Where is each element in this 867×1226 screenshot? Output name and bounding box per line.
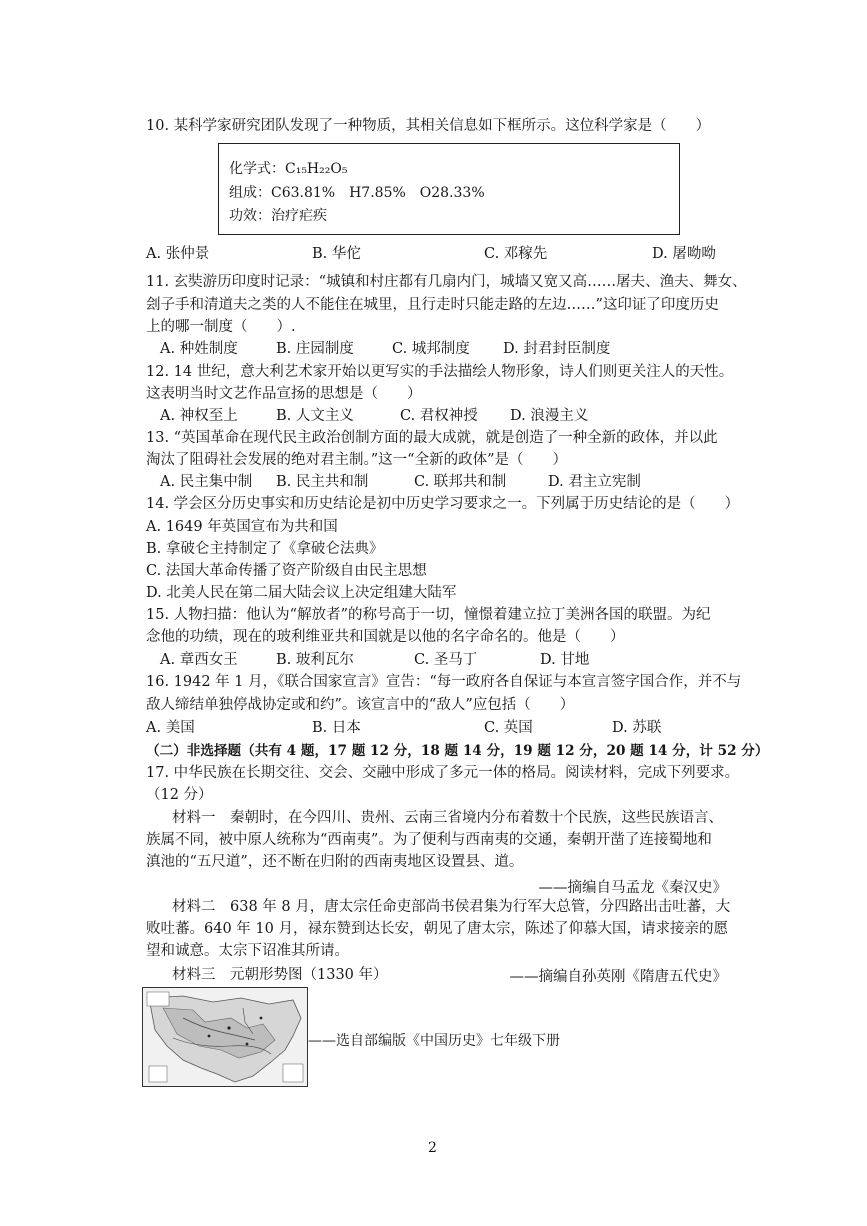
q14-option-a: A. 1649 年英国宣布为共和国 — [146, 519, 338, 535]
material-3-title: 材料三 元朝形势图（1330 年） — [172, 967, 388, 983]
q14-stem: 14. 学会区分历史事实和历史结论是初中历史学习要求之一。下列属于历史结论的是（ ） — [146, 496, 740, 512]
q17-line-1: 17. 中华民族在长期交往、交会、交融中形成了多元一体的格局。阅读材料，完成下列要求。 — [146, 765, 740, 781]
q15-line-1: 15. 人物扫描：他认为“解放者”的称号高于一切，憧憬着建立拉丁美洲各国的联盟。为纪 — [146, 607, 711, 623]
q16-option-c: C. 英国 — [484, 720, 533, 736]
page-number: 2 — [428, 1140, 437, 1156]
q13-line-2: 淘汰了阻碍社会发展的绝对君主制。”这一“全新的政体”是（ ） — [146, 452, 567, 468]
q14-option-b: B. 拿破仑主持制定了《拿破仑法典》 — [146, 541, 384, 557]
q13-option-a: A. 民主集中制 — [160, 474, 253, 490]
material-2-line-3: 望和诚意。太宗下诏准其所请。 — [146, 943, 349, 959]
q10-formula: 化学式：C₁₅H₂₂O₅ — [229, 161, 348, 177]
yuan-dynasty-map — [142, 987, 308, 1087]
q14-option-d: D. 北美人民在第二届大陆会议上决定组建大陆军 — [146, 585, 457, 601]
q16-option-b: B. 日本 — [312, 720, 361, 736]
q11-option-c: C. 城邦制度 — [392, 341, 470, 357]
q10-option-c: C. 邓稼先 — [484, 246, 548, 262]
material-2-source: ——摘编自孙英刚《隋唐五代史》 — [509, 969, 727, 985]
material-1-source: ——摘编自马孟龙《秦汉史》 — [538, 880, 727, 896]
q10-option-a: A. 张仲景 — [146, 246, 210, 262]
q10-composition: 组成：C63.81% H7.85% O28.33% — [229, 185, 485, 201]
q10-option-d: D. 屠呦呦 — [652, 246, 716, 262]
q11-line-2: 刽子手和清道夫之类的人不能住在城里，且行走时只能走路的左边……”这印证了印度历史 — [146, 297, 719, 313]
q15-option-c: C. 圣马丁 — [414, 652, 478, 668]
q15-option-d: D. 甘地 — [540, 652, 590, 668]
q13-option-c: C. 联邦共和制 — [414, 474, 507, 490]
q16-option-a: A. 美国 — [146, 720, 195, 736]
q11-option-d: D. 封君封臣制度 — [503, 341, 611, 357]
material-1-line-3: 滇池的“五尺道”，还不断在归附的西南夷地区设置县、道。 — [146, 854, 524, 870]
q11-option-a: A. 种姓制度 — [160, 341, 238, 357]
q12-option-c: C. 君权神授 — [400, 408, 478, 424]
material-1-line-2: 族属不同，被中原人统称为“西南夷”。为了便利与西南夷的交通，秦朝开凿了连接蜀地和 — [146, 832, 712, 848]
q12-line-2: 这表明当时文艺作品宣扬的思想是（ ） — [146, 386, 422, 402]
map-illustration — [143, 988, 307, 1086]
q15-line-2: 念他的功绩，现在的玻利维亚共和国就是以他的名字命名的。他是（ ） — [146, 629, 625, 645]
section-2-heading: （二）非选择题（共有 4 题，17 题 12 分，18 题 14 分，19 题 12 分，20 题 14 分，计 52 分） — [146, 743, 769, 759]
q12-option-a: A. 神权至上 — [160, 408, 238, 424]
q12-option-d: D. 浪漫主义 — [510, 408, 589, 424]
material-2-line-2: 败吐蕃。640 年 10 月，禄东赞到达长安，朝见了唐太宗，陈述了仰慕大国，请求接亲的愿 — [146, 921, 728, 937]
q16-line-1: 16. 1942 年 1 月，《联合国家宣言》宣告：“每一政府各自保证与本宣言签字国合作，并不与 — [146, 674, 742, 690]
q10-info-box — [218, 143, 680, 235]
material-2-line-1: 材料二 638 年 8 月，唐太宗任命吏部尚书侯君集为行军大总管，分四路出击吐蕃，大 — [172, 899, 731, 915]
map-caption: ——选自部编版《中国历史》七年级下册 — [308, 1033, 560, 1049]
q12-option-b: B. 人文主义 — [276, 408, 354, 424]
q11-line-3: 上的哪一制度（ ）. — [146, 319, 296, 335]
q13-option-b: B. 民主共和制 — [276, 474, 369, 490]
q14-option-c: C. 法国大革命传播了资产阶级自由民主思想 — [146, 563, 427, 579]
q17-line-2: （12 分） — [146, 787, 213, 803]
q15-option-a: A. 章西女王 — [160, 652, 238, 668]
material-1-line-1: 材料一 秦朝时，在今四川、贵州、云南三省境内分布着数十个民族，这些民族语言、 — [172, 810, 723, 826]
q11-line-1: 11. 玄奘游历印度时记录：“城镇和村庄都有几扇内门，城墙又宽又高……屠夫、渔夫、舞女、 — [146, 274, 747, 290]
q13-option-d: D. 君主立宪制 — [548, 474, 641, 490]
q12-line-1: 12. 14 世纪，意大利艺术家开始以更写实的手法描绘人物形象，诗人们则更关注人的天性。 — [146, 364, 734, 380]
q11-option-b: B. 庄园制度 — [276, 341, 354, 357]
q15-option-b: B. 玻利瓦尔 — [276, 652, 354, 668]
q10-option-b: B. 华佗 — [312, 246, 361, 262]
q10-effect: 功效：治疗疟疾 — [229, 208, 327, 224]
q16-option-d: D. 苏联 — [612, 720, 662, 736]
q16-line-2: 敌人缔结单独停战协定或和约”。该宣言中的“敌人”应包括（ ） — [146, 697, 575, 713]
q10-stem: 10. 某科学家研究团队发现了一种物质，其相关信息如下框所示。这位科学家是（ ） — [146, 118, 711, 134]
q13-line-1: 13. “英国革命在现代民主政治创制方面的最大成就，就是创造了一种全新的政体，并以此 — [146, 430, 718, 446]
